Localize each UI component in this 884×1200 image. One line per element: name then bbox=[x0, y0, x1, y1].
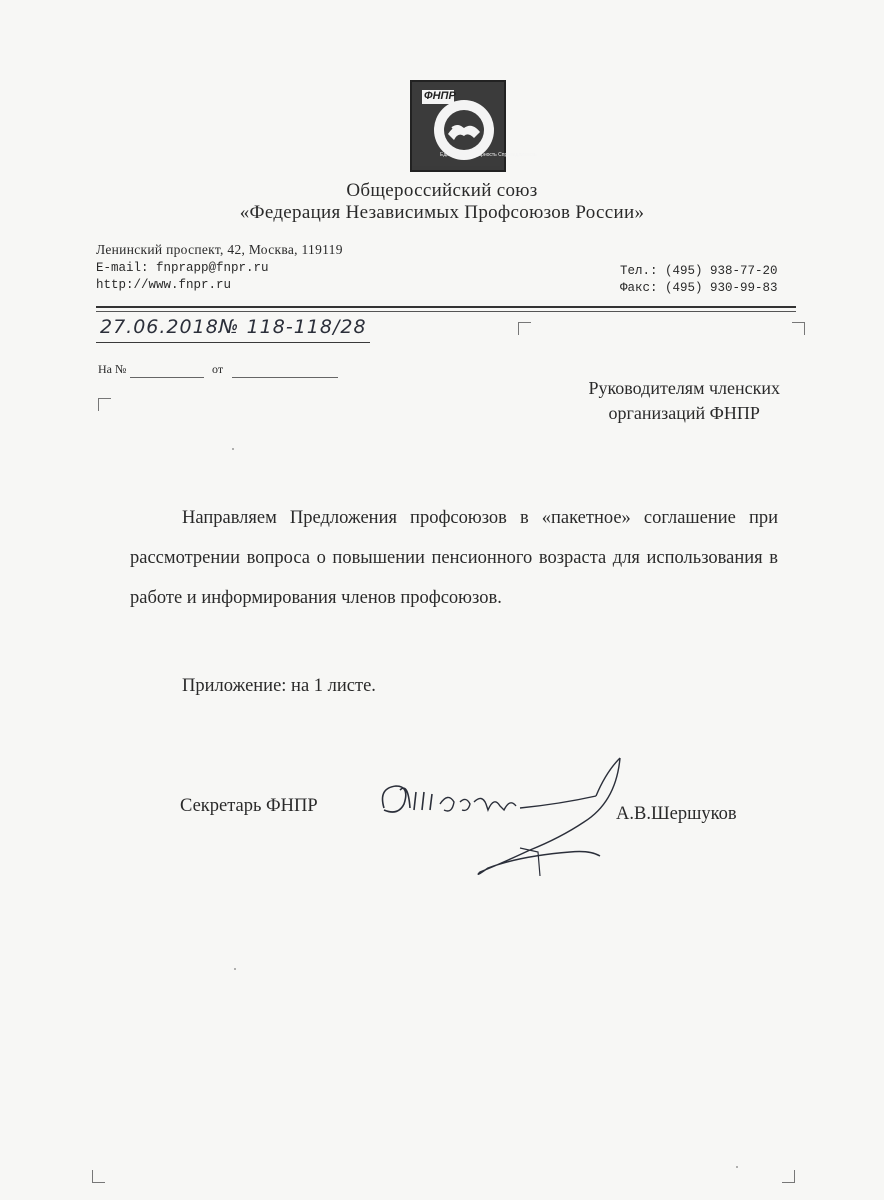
header-divider bbox=[96, 306, 796, 308]
fnpr-logo bbox=[410, 80, 537, 172]
body-paragraph: Направляем Предложения профсоюзов в «пакетное» соглашение при рассмотрении вопроса о повышении пенсионного возраста для использования в работе и информирования членов профсоюзов. bbox=[130, 508, 778, 608]
corner-mark bbox=[792, 322, 805, 335]
org-name-line1: Общероссийский союз bbox=[346, 180, 538, 201]
corner-mark bbox=[518, 322, 531, 335]
signatory-name: А.В.Шершуков bbox=[616, 804, 737, 824]
corner-mark bbox=[98, 398, 111, 411]
signatory-role: Секретарь ФНПР bbox=[180, 796, 318, 816]
corner-mark bbox=[92, 1170, 105, 1183]
org-email: E-mail: fnprapp@fnpr.ru bbox=[96, 261, 269, 275]
org-name-line2: «Федерация Независимых Профсоюзов России» bbox=[239, 202, 645, 223]
ref-date-label: от bbox=[212, 362, 224, 376]
handwritten-signature bbox=[370, 752, 620, 887]
attachment-note: Приложение: на 1 листе. bbox=[182, 676, 376, 696]
corner-mark bbox=[782, 1170, 795, 1183]
header-divider-thin bbox=[96, 311, 796, 312]
logo-abbreviation: ФНПР bbox=[424, 90, 456, 102]
paper-speck bbox=[232, 448, 234, 450]
recipient-block bbox=[588, 376, 780, 426]
registration-number: 27.06.2018№ 118-118/28 bbox=[100, 316, 367, 338]
recipient-line2: организаций ФНПР bbox=[608, 403, 760, 423]
ref-number-line bbox=[130, 377, 204, 378]
recipient-line1: Руководителям членских bbox=[588, 378, 780, 398]
paper-speck bbox=[736, 1166, 738, 1168]
ref-date-line bbox=[232, 377, 338, 378]
logo-motto: Единство Солидарность Справедливость bbox=[440, 152, 537, 158]
org-phone: Тел.: (495) 938-77-20 bbox=[620, 264, 778, 278]
registration-underline bbox=[96, 342, 370, 343]
letter-body bbox=[130, 498, 778, 618]
org-address: Ленинский проспект, 42, Москва, 119119 bbox=[96, 242, 343, 257]
org-website: http://www.fnpr.ru bbox=[96, 278, 232, 292]
org-fax: Факс: (495) 930-99-83 bbox=[620, 281, 778, 295]
ref-number-label: На № bbox=[98, 362, 127, 376]
paper-speck bbox=[234, 968, 236, 970]
